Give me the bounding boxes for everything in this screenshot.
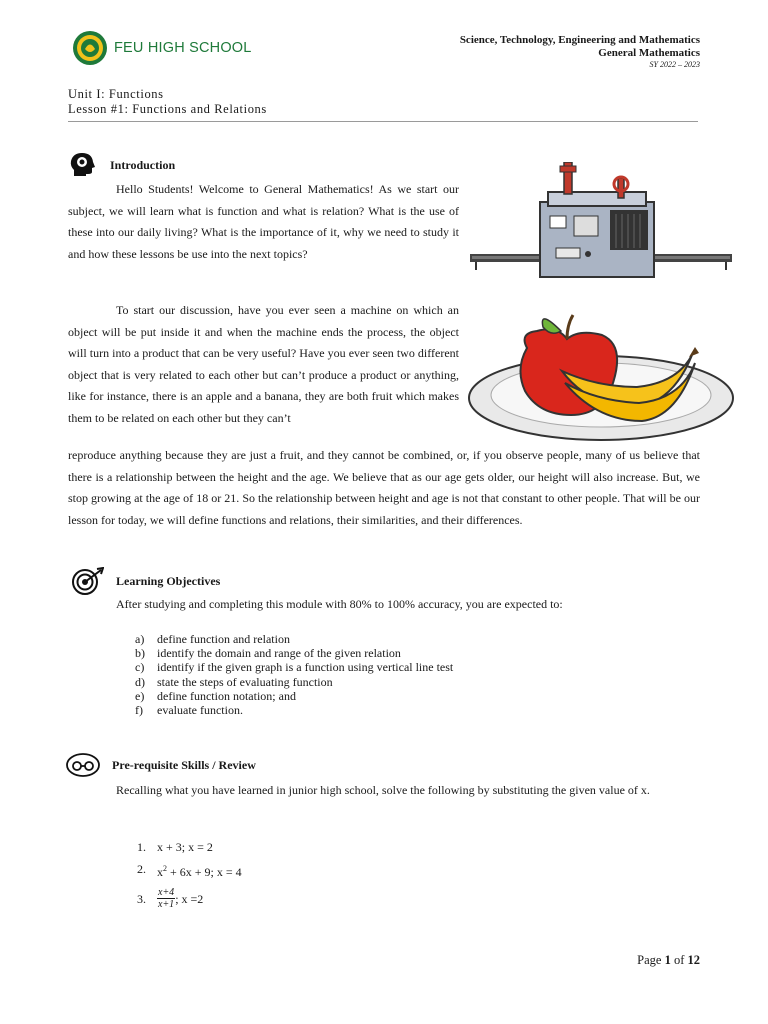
school-logo [72, 30, 252, 66]
lesson-title: Lesson #1: Functions and Relations [68, 101, 267, 116]
header-divider [68, 121, 698, 122]
reading-glasses-icon [66, 752, 100, 778]
list-item: e) define function notation; and [135, 688, 296, 703]
school-year: SY 2022 – 2023 [649, 60, 700, 69]
intro-paragraph-1: Hello Students! Welcome to General Mathematics! As we start our subject, we will learn what is function and what is relation? What is the use of these into our daily living? What is the importance of it, why we need to study it and how these lessons be use into the next topics? [68, 182, 459, 261]
page-number: Page 1 of 12 [637, 953, 700, 967]
unit-title: Unit I: Functions [68, 87, 164, 101]
header-info [460, 34, 700, 70]
list-item: c) identify if the given graph is a function using vertical line test [135, 660, 454, 675]
review-exercises [137, 840, 242, 918]
apple-banana-plate-illustration [467, 303, 735, 443]
exercise-item: 2. $x^2 + 6x + 9$; x = 4 [137, 862, 242, 879]
subject-title: General Mathematics [598, 47, 700, 59]
strand-title: Science, Technology, Engineering and Mathematics [459, 34, 700, 46]
list-item: d) state the steps of evaluating function [135, 674, 333, 689]
objectives-list [135, 632, 453, 717]
list-item: b) identify the domain and range of the given relation [135, 646, 401, 661]
prereq-title: Pre-requisite Skills / Review [112, 757, 256, 772]
list-item: f) evaluate function. [135, 703, 243, 718]
head-brain-icon [68, 150, 98, 180]
introduction-heading [68, 150, 175, 180]
list-item: a) define function and relation [135, 632, 290, 646]
prereq-lead: Recalling what you have learned in junior high school, solve the following by substituting the given value of x. [116, 783, 650, 797]
unit-heading [68, 87, 267, 116]
machine-illustration [470, 162, 732, 280]
introduction-title: Introduction [110, 157, 176, 172]
intro-paragraph-2-part-2: reproduce anything because they are just a fruit, and they cannot be combined, or, if you observe people, many of us believe that there is a relationship between the height and the age. We believe that as our age gets older, our height will also increase. But, we stop growing at the age of 18 or 21. So the relationship between height and age is not that constant to other people. That will be our lesson for today, we will define functions and relations, their similarities, and their differences. [68, 448, 700, 527]
objectives-heading [70, 567, 220, 595]
exercise-item: 1. x + 3; x = 2 [137, 840, 213, 854]
prereq-heading [66, 752, 256, 778]
exercise-item: 3. $\frac{x+4}{x+1}$ ; x =2 [137, 887, 204, 910]
objectives-title: Learning Objectives [116, 573, 221, 588]
school-name: FEU HIGH SCHOOL [114, 40, 252, 56]
fraction: $\frac{x+4}{x+1}$ [158, 887, 175, 910]
intro-paragraph-2-part-1: To start our discussion, have you ever seen a machine on which an object will be put inside it and when the machine ends the process, the object will turn into a product that can be very useful? Have you ever seen two different object that is very related to each other but can’t produce a product or anything, like for instance, there is an apple and a banana, they are both fruit which makes them to be related on each other but they can’t [68, 303, 459, 425]
objectives-lead: After studying and completing this module with 80% to 100% accuracy, you are expected to: [116, 597, 563, 611]
target-icon [70, 567, 104, 595]
school-seal-icon [72, 30, 108, 66]
